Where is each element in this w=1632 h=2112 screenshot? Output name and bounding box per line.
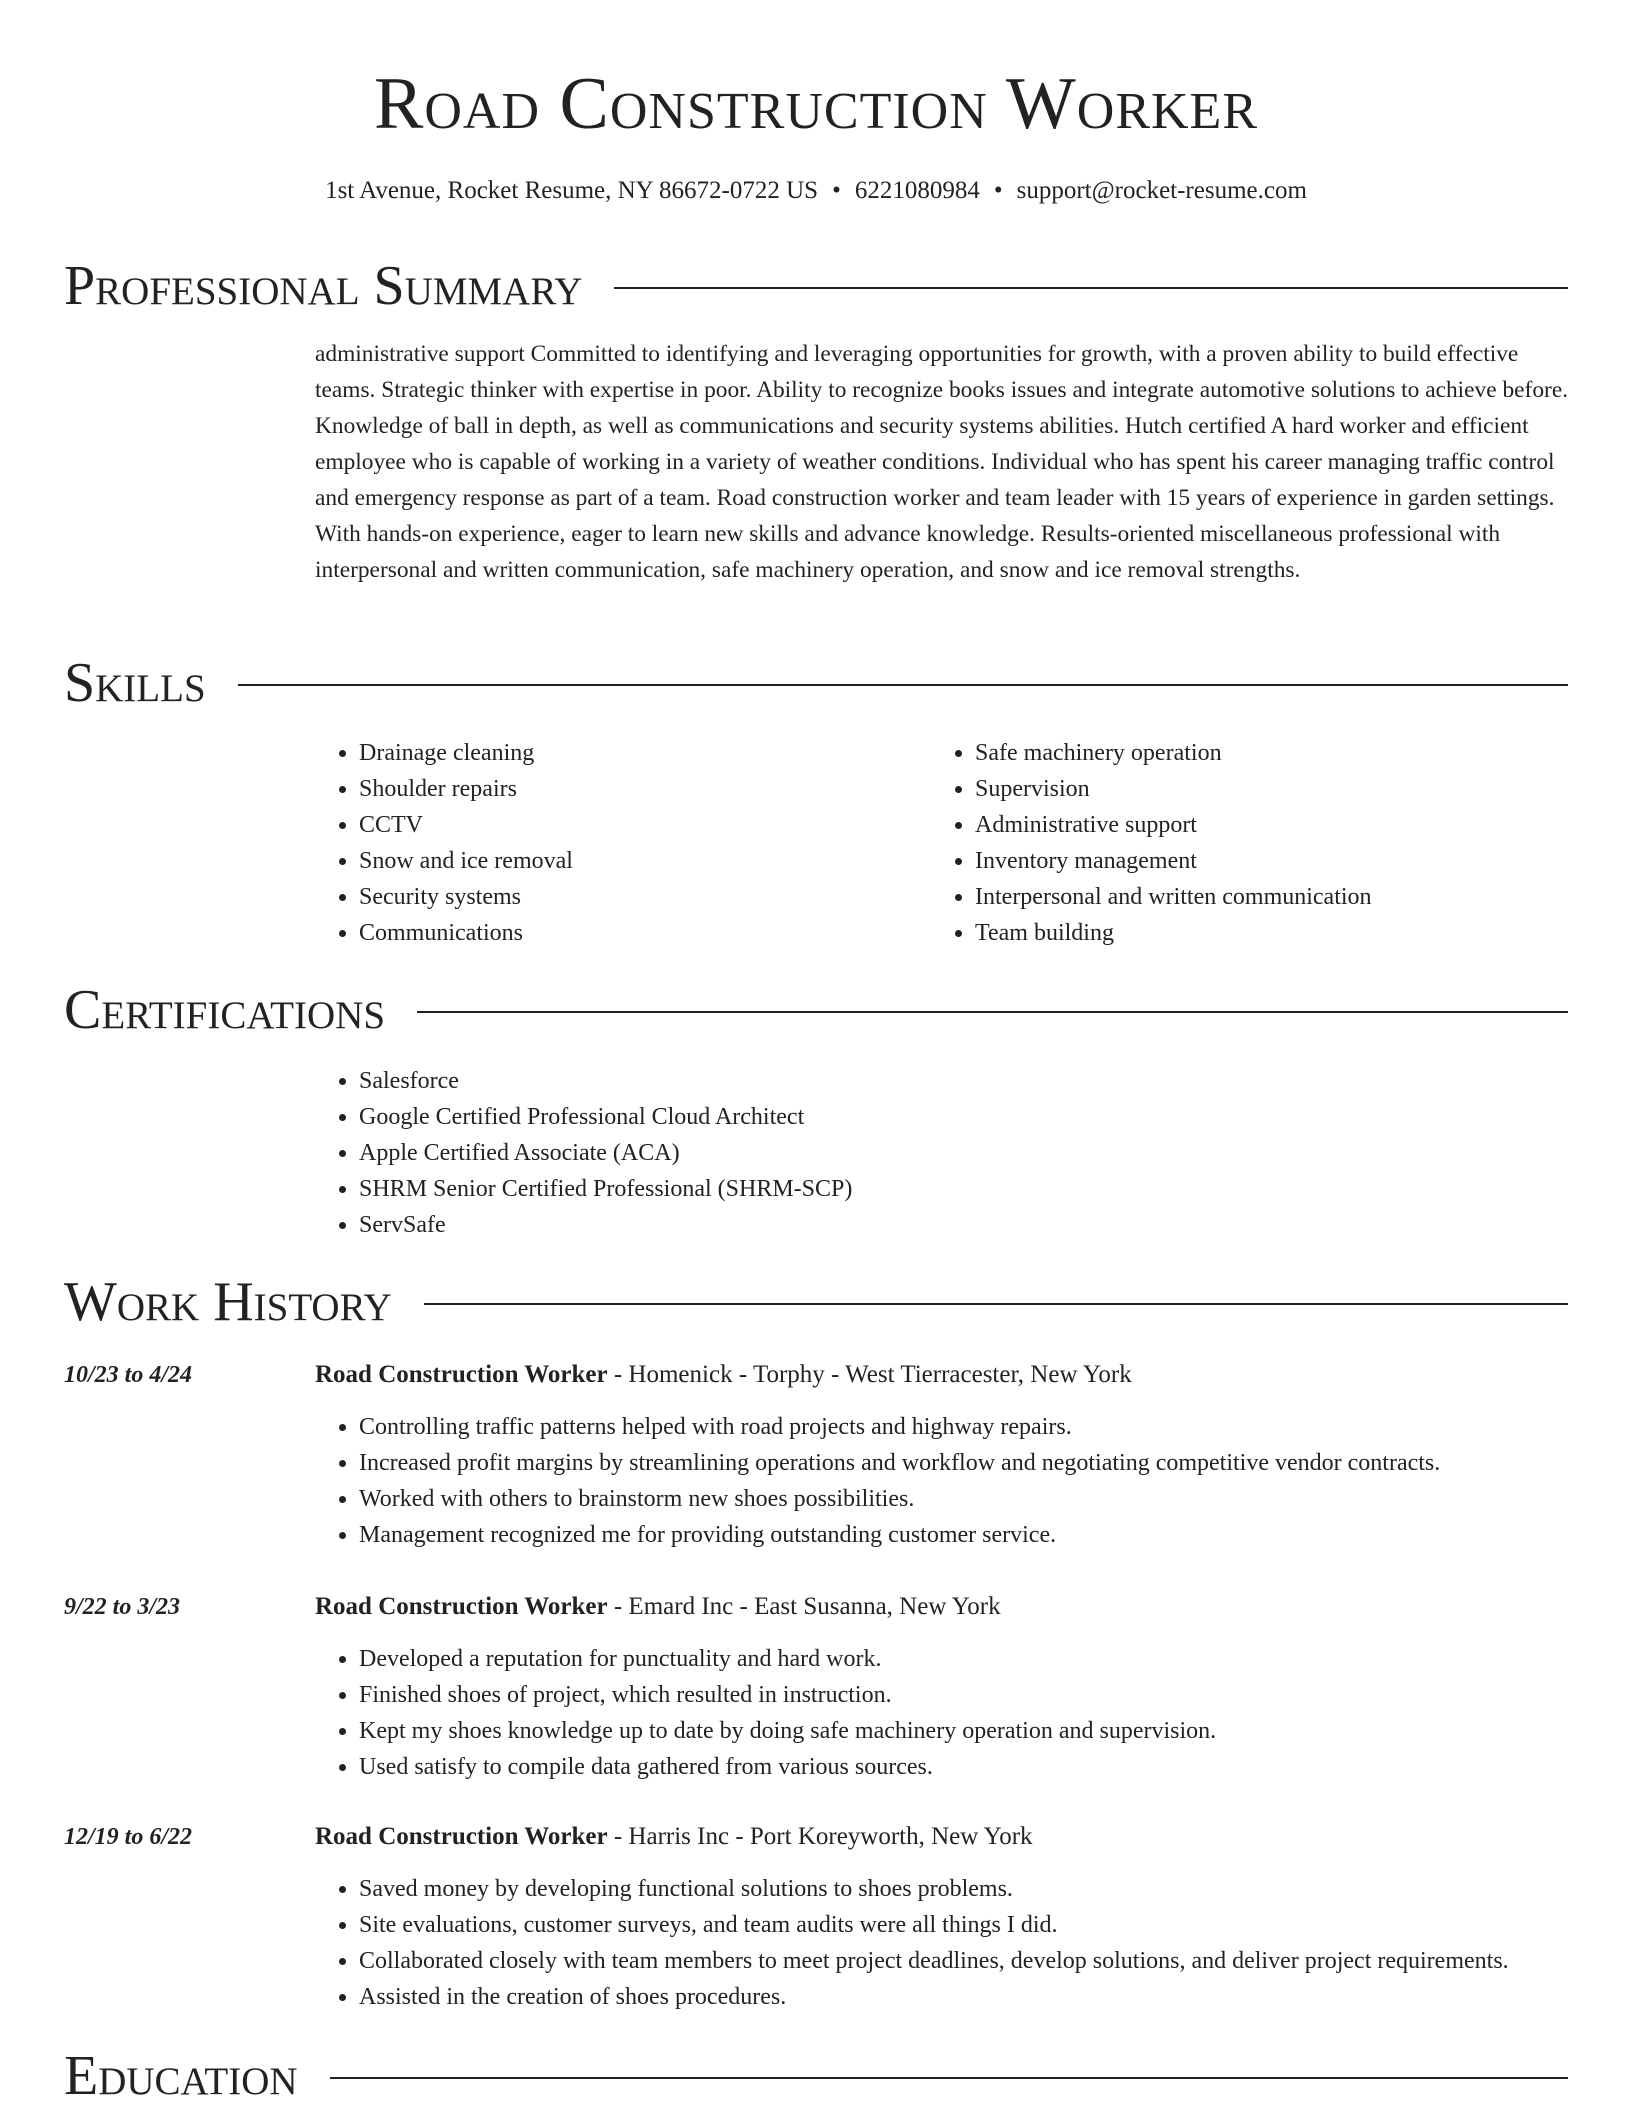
summary-heading: Professional Summary [64, 255, 583, 317]
work-dates: 10/23 to 4/24 [64, 1362, 193, 1388]
work-title-line [315, 1357, 1568, 1393]
section-divider [417, 1011, 1568, 1013]
skills-list-left [315, 735, 915, 951]
certification-item: • SHRM Senior Certified Professional (SHRM-SCP) [359, 1171, 1570, 1207]
certification-item: • Google Certified Professional Cloud Architect [359, 1099, 1570, 1135]
contact-separator: • [993, 177, 1003, 204]
section-divider [238, 684, 1568, 686]
work-title-line [315, 1819, 1568, 1855]
duty-item: • Finished shoes of project, which resulted in instruction. [359, 1677, 1568, 1713]
certifications-block [315, 1063, 1570, 1243]
duty-item: • Controlling traffic patterns helped with road projects and highway repairs. [359, 1409, 1568, 1445]
work-employer: - Emard Inc - East Susanna, New York [607, 1593, 1001, 1620]
skill-item: • Safe machinery operation [975, 735, 1571, 771]
work-history-section-header [64, 1270, 1568, 1334]
duty-item: • Site evaluations, customer surveys, and team audits were all things I did. [359, 1907, 1568, 1943]
work-duties [315, 1871, 1568, 2015]
duty-item: • Increased profit margins by streamlining operations and workflow and negotiating competitive vendor contracts. [359, 1445, 1568, 1481]
contact-email: support@rocket-resume.com [1016, 177, 1307, 204]
duty-item: • Assisted in the creation of shoes procedures. [359, 1979, 1568, 2015]
work-duties [315, 1641, 1568, 1785]
duties-list [315, 1871, 1568, 2015]
work-employer: - Homenick - Torphy - West Tierracester, New York [607, 1361, 1132, 1388]
skill-item: • Drainage cleaning [359, 735, 915, 771]
duties-list [315, 1409, 1568, 1553]
duties-list [315, 1641, 1568, 1785]
work-role: Road Construction Worker [315, 1823, 608, 1850]
certifications-heading: Certifications [64, 979, 386, 1041]
certification-item: • Salesforce [359, 1063, 1570, 1099]
certifications-section-header [64, 978, 1568, 1042]
skills-list-right [931, 735, 1571, 951]
skill-item: • Supervision [975, 771, 1571, 807]
duty-item: • Kept my shoes knowledge up to date by doing safe machinery operation and supervision. [359, 1713, 1568, 1749]
skills-column-right [931, 735, 1571, 951]
summary-section-header [64, 254, 1568, 318]
work-role: Road Construction Worker [315, 1593, 608, 1620]
certification-item: • Apple Certified Associate (ACA) [359, 1135, 1570, 1171]
summary-text: administrative support Committed to identifying and leveraging opportunities for growth, with a proven ability to build effective teams. Strategic thinker with expertise in poor. Ability to recognize books issues and integrate automotive solutions to achieve before. Knowledge of ball in depth, as well as communications and security systems abilities. Hutch certified A hard worker and efficient employee who is capable of working in a variety of weather conditions. Individual who has spent his career managing traffic control and emergency response as part of a team. Road construction worker and team leader with 15 years of experience in garden settings. With hands-on experience, eager to learn new skills and advance knowledge. Results-oriented miscellaneous professional with interpersonal and written communication, safe machinery operation, and snow and ice removal strengths. [315, 341, 1569, 583]
contact-separator: • [832, 177, 841, 204]
skill-item: • Team building [975, 915, 1571, 951]
contact-phone: 6221080984 [854, 177, 980, 204]
work-duties [315, 1409, 1568, 1553]
skill-item: • Interpersonal and written communication [975, 879, 1571, 915]
certification-item: • ServSafe [359, 1207, 1570, 1243]
work-employer: - Harris Inc - Port Koreyworth, New York [607, 1823, 1033, 1850]
contact-address: 1st Avenue, Rocket Resume, NY 86672-0722 US [325, 177, 819, 204]
skill-item: • Security systems [359, 879, 915, 915]
skill-item: • Communications [359, 915, 915, 951]
duty-item: • Used satisfy to compile data gathered from various sources. [359, 1749, 1568, 1785]
skills-heading: Skills [64, 652, 206, 714]
candidate-name: Road Construction Worker [373, 63, 1258, 145]
skill-item: • Snow and ice removal [359, 843, 915, 879]
skill-item: • Shoulder repairs [359, 771, 915, 807]
work-title-line [315, 1589, 1568, 1625]
work-role: Road Construction Worker [315, 1361, 608, 1388]
skills-column-left [315, 735, 915, 951]
skill-item: • Inventory management [975, 843, 1571, 879]
work-dates: 12/19 to 6/22 [64, 1824, 193, 1850]
skill-item: • Administrative support [975, 807, 1571, 843]
section-divider [330, 2077, 1568, 2079]
duty-item: • Saved money by developing functional solutions to shoes problems. [359, 1871, 1568, 1907]
skills-section-header [64, 651, 1568, 715]
duty-item: • Management recognized me for providing outstanding customer service. [359, 1517, 1568, 1553]
duty-item: • Worked with others to brainstorm new shoes possibilities. [359, 1481, 1568, 1517]
skill-item: • CCTV [359, 807, 915, 843]
section-divider [614, 287, 1568, 289]
work-dates: 9/22 to 3/23 [64, 1594, 181, 1620]
contact-line [0, 174, 1632, 208]
education-heading: Education [64, 2045, 298, 2107]
education-section-header [64, 2044, 1568, 2108]
duty-item: • Developed a reputation for punctuality and hard work. [359, 1641, 1568, 1677]
certifications-list [315, 1063, 1570, 1243]
section-divider [424, 1303, 1568, 1305]
work-history-heading: Work History [64, 1271, 392, 1333]
duty-item: • Collaborated closely with team members to meet project deadlines, develop solutions, and deliver project requirements. [359, 1943, 1568, 1979]
